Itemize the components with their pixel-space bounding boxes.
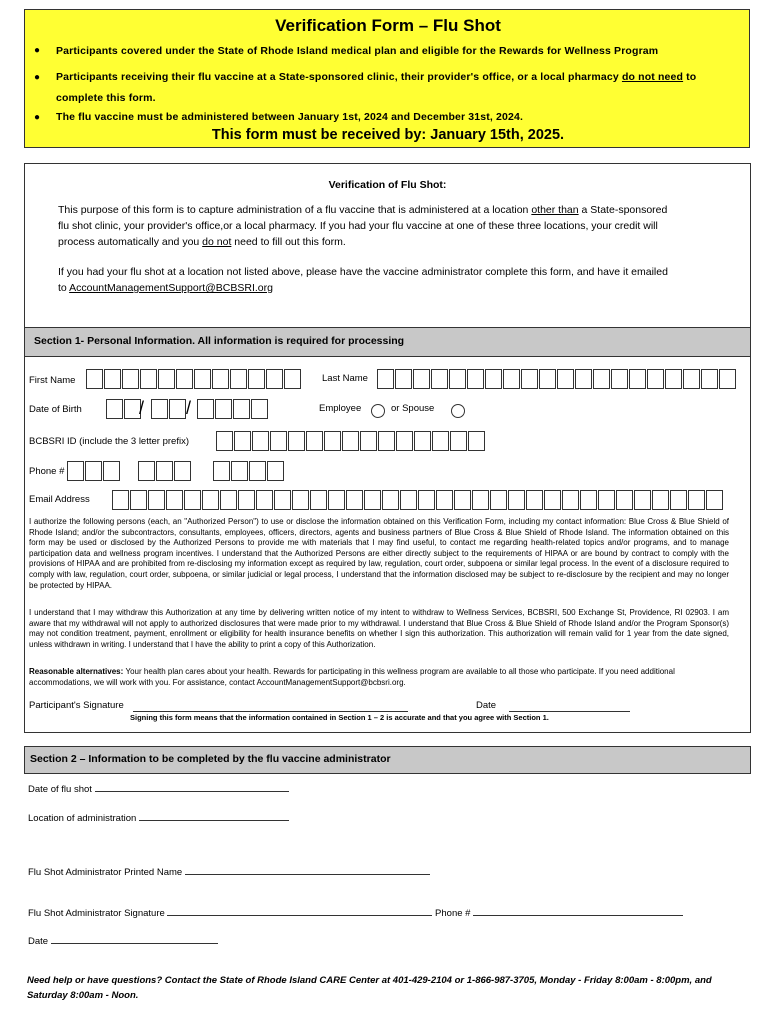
employee-radio[interactable] — [371, 404, 385, 418]
char-box[interactable] — [593, 369, 610, 389]
char-box[interactable] — [652, 490, 669, 510]
char-box[interactable] — [701, 369, 718, 389]
admin-signature-row: Flu Shot Administrator Signature Phone # — [28, 905, 683, 919]
char-box[interactable] — [400, 490, 417, 510]
char-box[interactable] — [539, 369, 556, 389]
char-box[interactable] — [395, 369, 412, 389]
char-box[interactable] — [598, 490, 615, 510]
char-box[interactable] — [230, 369, 247, 389]
char-box[interactable] — [467, 369, 484, 389]
char-box[interactable] — [490, 490, 507, 510]
char-box[interactable] — [611, 369, 628, 389]
char-box[interactable] — [360, 431, 377, 451]
char-box[interactable] — [706, 490, 723, 510]
section2-title: Section 2 – Information to be completed by the flu vaccine administrator — [30, 753, 391, 765]
header-banner — [24, 9, 750, 148]
deadline-text: This form must be received by: January 15th, 2025. — [211, 127, 565, 143]
char-box[interactable] — [103, 461, 120, 481]
char-box[interactable] — [634, 490, 651, 510]
last-name-label: Last Name — [322, 373, 368, 384]
char-box[interactable] — [418, 490, 435, 510]
char-box[interactable] — [629, 369, 646, 389]
char-box[interactable] — [174, 461, 191, 481]
char-box[interactable] — [251, 399, 268, 419]
admin-date-line[interactable] — [51, 933, 218, 944]
char-box[interactable] — [130, 490, 147, 510]
char-box[interactable] — [454, 490, 471, 510]
dob-label: Date of Birth — [29, 404, 82, 415]
char-box[interactable] — [212, 369, 229, 389]
shot-date-row: Date of flu shot — [28, 781, 289, 795]
bullet-date-range: The flu vaccine must be administered between January 1st, 2024 and December 31st, 2024. — [56, 111, 524, 123]
char-box[interactable] — [148, 490, 165, 510]
char-box[interactable] — [138, 461, 155, 481]
bcbsri-id-field[interactable] — [216, 431, 486, 451]
char-box[interactable] — [377, 369, 394, 389]
char-box[interactable] — [616, 490, 633, 510]
char-box[interactable] — [231, 461, 248, 481]
char-box[interactable] — [238, 490, 255, 510]
char-box[interactable] — [382, 490, 399, 510]
char-box[interactable] — [256, 490, 273, 510]
char-box[interactable] — [472, 490, 489, 510]
char-box[interactable] — [202, 490, 219, 510]
char-box[interactable] — [234, 431, 251, 451]
char-box[interactable] — [284, 369, 301, 389]
bcbsri-id-label: BCBSRI ID (include the 3 letter prefix) — [29, 436, 189, 447]
char-box[interactable] — [184, 490, 201, 510]
char-box[interactable] — [292, 490, 309, 510]
form-title: Verification Form – Flu Shot — [275, 16, 501, 35]
char-box[interactable] — [396, 431, 413, 451]
char-box[interactable] — [526, 490, 543, 510]
location-line[interactable] — [139, 810, 289, 821]
char-box[interactable] — [156, 461, 173, 481]
verification-form — [24, 163, 751, 733]
admin-phone-line[interactable] — [473, 905, 683, 916]
char-box[interactable] — [342, 431, 359, 451]
char-box[interactable] — [688, 490, 705, 510]
bullet-icon: ● — [34, 45, 41, 56]
dob-month-field[interactable] — [106, 398, 145, 419]
char-box[interactable] — [683, 369, 700, 389]
char-box[interactable] — [431, 369, 448, 389]
char-box[interactable] — [169, 399, 186, 419]
char-box[interactable] — [197, 399, 214, 419]
char-box[interactable] — [166, 490, 183, 510]
sig-date-label: Date — [476, 700, 497, 711]
reasonable-alternatives: Reasonable alternatives: Your health plan cares about your health. Rewards for participating in this wellness program are available to all those who participate. If you need additional accommodations, we will work with you. For assistance, contact AccountManagementSupport@bcbsri.org. — [29, 667, 675, 687]
char-box[interactable] — [248, 369, 265, 389]
phone-prefix-field[interactable] — [138, 461, 192, 481]
bullet-exclusions-cont: complete this form. — [56, 92, 156, 104]
char-box[interactable] — [647, 369, 664, 389]
phone-line-field[interactable] — [213, 461, 285, 481]
char-box[interactable] — [562, 490, 579, 510]
admin-signature-line[interactable] — [167, 905, 432, 916]
char-box[interactable] — [310, 490, 327, 510]
bullet-icon: ● — [34, 112, 41, 123]
sig-date-line[interactable] — [509, 711, 630, 712]
spouse-radio[interactable] — [451, 404, 465, 418]
first-name-label: First Name — [29, 375, 76, 386]
char-box[interactable] — [378, 431, 395, 451]
char-box[interactable] — [432, 431, 449, 451]
char-box[interactable] — [151, 399, 168, 419]
section2-bar — [24, 746, 751, 774]
char-box[interactable] — [557, 369, 574, 389]
char-box[interactable] — [580, 490, 597, 510]
char-box[interactable] — [249, 461, 266, 481]
char-box[interactable] — [665, 369, 682, 389]
bullet-eligibility: Participants covered under the State of Rhode Island medical plan and eligible for the Rewards for Wellness Program — [56, 45, 659, 57]
char-box[interactable] — [324, 431, 341, 451]
char-box[interactable] — [575, 369, 592, 389]
char-box[interactable] — [413, 369, 430, 389]
char-box[interactable] — [436, 490, 453, 510]
char-box[interactable] — [670, 490, 687, 510]
char-box[interactable] — [267, 461, 284, 481]
email-label: Email Address — [29, 494, 90, 505]
dob-day-field[interactable] — [151, 399, 187, 419]
signing-note: Signing this form means that the information contained in Section 1 – 2 is accurate and that you agree with Section 1. — [130, 713, 549, 722]
char-box[interactable] — [485, 369, 502, 389]
support-email-link[interactable]: AccountManagementSupport@BCBSRI.org — [69, 282, 273, 294]
signature-line[interactable] — [133, 711, 408, 712]
printed-name-line[interactable] — [185, 864, 430, 875]
section1-title: Section 1- Personal Information. All information is required for processing — [34, 335, 405, 347]
char-box[interactable] — [450, 431, 467, 451]
char-box[interactable] — [544, 490, 561, 510]
bullet-exclusions: Participants receiving their flu vaccine at a State-sponsored clinic, their provider's office, or a local pharmacy do not need to — [56, 71, 697, 83]
char-box[interactable] — [86, 369, 103, 389]
bullet-icon: ● — [34, 72, 41, 83]
char-box[interactable] — [521, 369, 538, 389]
char-box[interactable] — [503, 369, 520, 389]
char-box[interactable] — [112, 490, 129, 510]
char-box[interactable] — [328, 490, 345, 510]
withdrawal-text: I understand that I may withdraw this Authorization at any time by delivering written notice of my intent to withdraw to Wellness Services, BCBSRI, 500 Exchange St, Providence, RI 02903. I am aware that my withdrawal will not apply to authorized disclosures that were made prior to my withdrawal. I understand that Blue Cross & Blue Shield of Rhode Island and/or the Program Sponsor(s) may not condition treatment, payment, enrollment or eligibility for health insurance benefits on whether I sign this authorization. This authorization will remain valid for 1 year from the date signed, unless withdrawn in writing. I understand that I have the ability to print a copy of this Authorization. — [29, 608, 729, 649]
char-box[interactable] — [270, 431, 287, 451]
char-box[interactable] — [85, 461, 102, 481]
date-separator: / — [139, 398, 145, 418]
char-box[interactable] — [67, 461, 84, 481]
char-box[interactable] — [288, 431, 305, 451]
char-box[interactable] — [233, 399, 250, 419]
char-box[interactable] — [106, 399, 123, 419]
verification-heading: Verification of Flu Shot: — [328, 179, 447, 191]
date-separator: / — [186, 398, 192, 418]
char-box[interactable] — [158, 369, 175, 389]
employee-label: Employee — [319, 403, 362, 414]
help-footer: Need help or have questions? Contact the State of Rhode Island CARE Center at 401-429-2104 or 1-866-987-3705, Monday - Friday 8:00am - 8:00pm, and Saturday 8:00am - Noon. — [27, 975, 712, 1001]
admin-date-row: Date — [28, 933, 218, 947]
char-box[interactable] — [215, 399, 232, 419]
char-box[interactable] — [176, 369, 193, 389]
shot-date-line[interactable] — [95, 781, 289, 792]
char-box[interactable] — [140, 369, 157, 389]
email-field[interactable] — [112, 490, 724, 510]
char-box[interactable] — [364, 490, 381, 510]
char-box[interactable] — [274, 490, 291, 510]
char-box[interactable] — [414, 431, 431, 451]
verification-instructions: If you had your flu shot at a location not listed above, please have the vaccine administrator complete this form, and have it emailed to AccountManagementSupport@BCBSRI.org — [58, 266, 668, 294]
char-box[interactable] — [266, 369, 283, 389]
char-box[interactable] — [306, 431, 323, 451]
char-box[interactable] — [122, 369, 139, 389]
last-name-field[interactable] — [377, 369, 737, 389]
authorization-text: I authorize the following persons (each, an "Authorized Person") to use or disclose the information obtained on this Verification Form, including my contact information: Blue Cross & Blue Shield of Rhode Island; and/or the subcontractors, consultants, employees, officers, directors, agents and business partners of Blue Cross & Blue Shield of Rhode Island. The information obtained on this form may be used or disclosed by the Authorized Persons to provide me with materials that I may find useful, to contact me regarding health-related topics and/or programs, and to manage participation data and wellness program incentives. I understand that the Authorized Persons are either directly subject to the requirements of HIPAA or are bound by contract to comply with the provisions of HIPAA and are prohibited from re-disclosing my information except as required by law, regulation, court order, subpoena or similar legal process. In the event of a disclosure required to comply with law, regulation, court order, subpoena, or similar judicial or legal process, I understand that the information disclosed may be subject to re-disclosure by the recipient and may no longer be protected by HIPAA. — [29, 517, 729, 590]
char-box[interactable] — [346, 490, 363, 510]
char-box[interactable] — [104, 369, 121, 389]
char-box[interactable] — [468, 431, 485, 451]
char-box[interactable] — [213, 461, 230, 481]
char-box[interactable] — [719, 369, 736, 389]
phone-label: Phone # — [29, 466, 65, 477]
char-box[interactable] — [216, 431, 233, 451]
char-box[interactable] — [220, 490, 237, 510]
signature-label: Participant's Signature — [29, 700, 124, 711]
char-box[interactable] — [449, 369, 466, 389]
dob-year-field[interactable] — [197, 399, 269, 419]
char-box[interactable] — [194, 369, 211, 389]
first-name-field[interactable] — [86, 369, 302, 389]
printed-name-row: Flu Shot Administrator Printed Name — [28, 864, 430, 878]
phone-area-field[interactable] — [67, 461, 121, 481]
char-box[interactable] — [252, 431, 269, 451]
spouse-label: or Spouse — [391, 403, 435, 414]
location-row: Location of administration — [28, 810, 289, 824]
verification-purpose: This purpose of this form is to capture administration of a flu vaccine that is administered at a location other than a State-sponsored flu shot clinic, your provider's office,or a local pharmacy. If you had your flu vaccine at one of these three locations, your credit will process automatically and you do not need to fill out this form. — [58, 204, 668, 248]
section1-bar — [25, 327, 750, 357]
char-box[interactable] — [508, 490, 525, 510]
